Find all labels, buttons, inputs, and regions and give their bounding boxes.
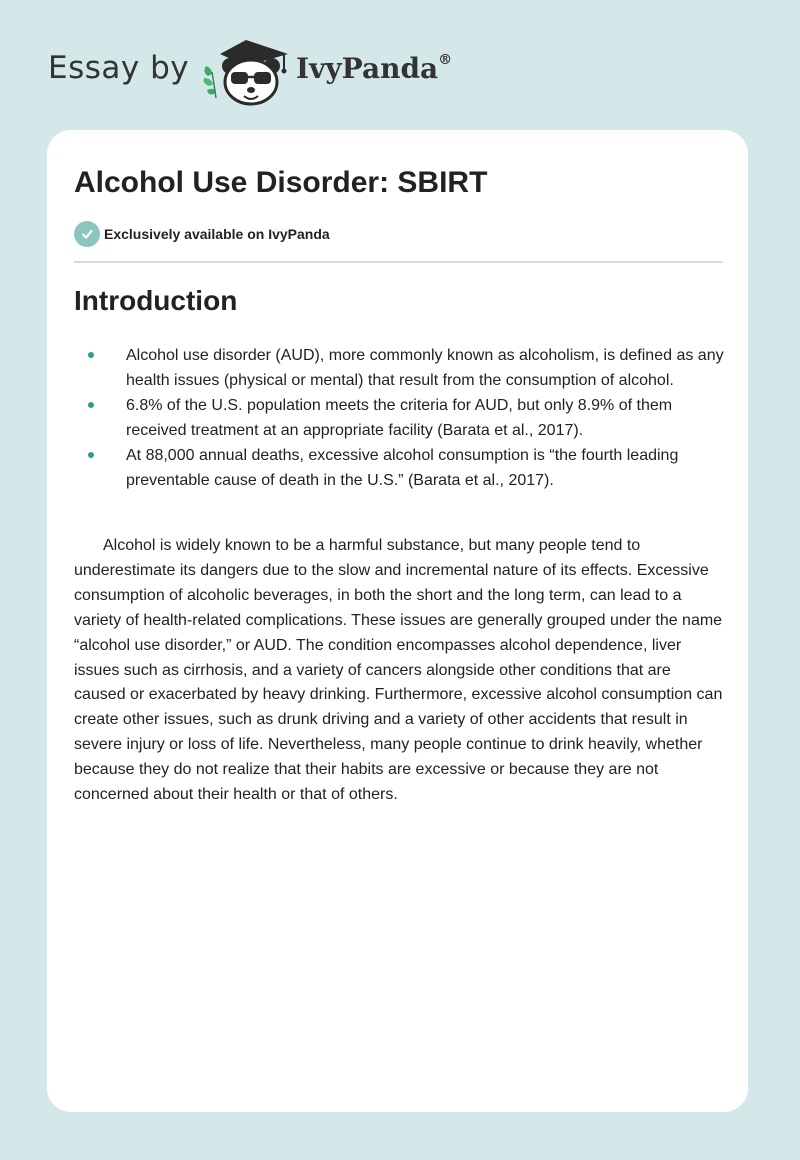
exclusive-badge xyxy=(74,221,330,247)
registered-mark: ® xyxy=(438,51,453,68)
ivy-leaf-icon xyxy=(204,66,216,98)
section-heading-introduction: Introduction xyxy=(74,285,238,316)
essay-card xyxy=(47,130,748,1112)
bullet-item: Alcohol use disorder (AUD), more commonly known as alcoholism, is defined as any health issues (physical or mental) that result from the consumption of alcohol. xyxy=(74,343,724,393)
intro-paragraph: Alcohol is widely known to be a harmful substance, but many people tend to underestimate its dangers due to the slow and incremental nature of its effects. Excessive consumption of alcoholic beverages, in both the short and the long term, can lead to a variety of health-related complications. These issues are generally grouped under the name “alcohol use disorder,” or AUD. The condition encompasses alcohol dependence, liver issues such as cirrhosis, and a variety of cancers alongside other conditions that are caused or exacerbated by heavy drinking. Furthermore, excessive alcohol consumption can create other issues, such as drunk driving and a variety of other accidents that result in severe injury or loss of life. Nevertheless, many people continue to drink heavily, whether because they do not realize that their habits are excessive or because they are not concerned about their health or that of others. xyxy=(74,537,723,804)
title-divider xyxy=(74,261,723,263)
intro-bullet-list xyxy=(74,343,724,493)
bullet-item: At 88,000 annual deaths, excessive alcohol consumption is “the fourth leading preventable cause of death in the U.S.” (Barata et al., 2017). xyxy=(74,443,724,493)
exclusive-label: Exclusively available on IvyPanda xyxy=(104,226,330,242)
essay-by-label: Essay by xyxy=(48,50,190,86)
panda-logo-icon[interactable] xyxy=(200,36,292,108)
page-title: Alcohol Use Disorder: SBIRT xyxy=(74,166,488,199)
brand-name-text: IvyPanda xyxy=(296,52,439,85)
check-circle-icon xyxy=(74,221,100,247)
brand-name[interactable] xyxy=(296,52,452,85)
site-header xyxy=(0,0,800,130)
bullet-item: 6.8% of the U.S. population meets the criteria for AUD, but only 8.9% of them received treatment at an appropriate facility (Barata et al., 2017). xyxy=(74,393,724,443)
